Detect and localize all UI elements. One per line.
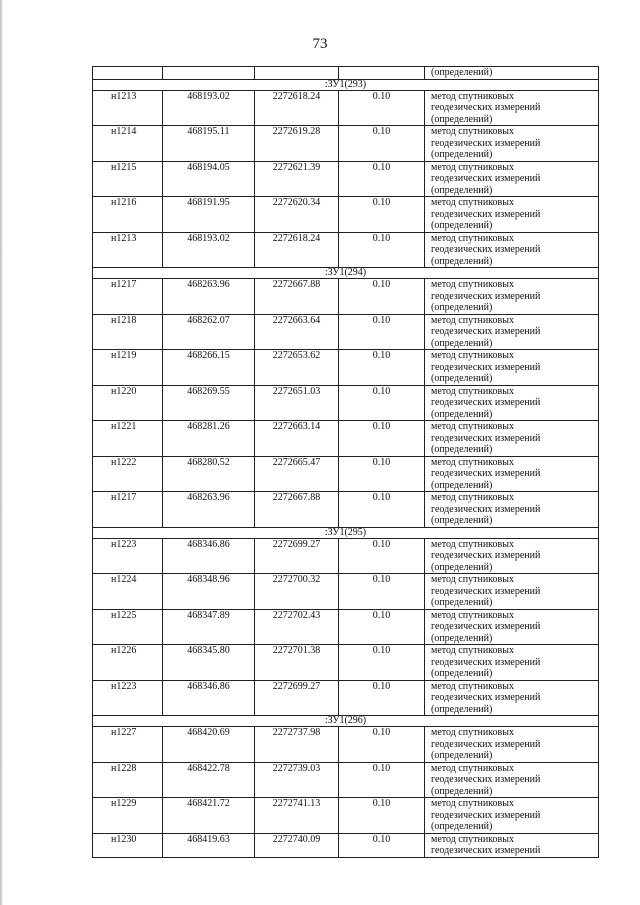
y-coordinate-cell: 2272621.39 bbox=[255, 161, 339, 197]
method-line: геодезических измерений bbox=[431, 621, 541, 632]
point-id-cell: н1215 bbox=[93, 161, 163, 197]
point-id-cell: н1230 bbox=[93, 833, 163, 857]
method-line: (определений) bbox=[431, 703, 493, 715]
method-line: геодезических измерений bbox=[431, 774, 541, 785]
x-coordinate-cell: 468269.55 bbox=[163, 385, 255, 421]
section-header-row bbox=[93, 268, 599, 279]
method-line: метод спутниковых bbox=[431, 798, 514, 809]
y-coordinate-cell: 2272740.09 bbox=[255, 833, 339, 857]
method-cell bbox=[425, 492, 599, 528]
section-title: :ЗУ1(293) bbox=[93, 79, 599, 90]
y-coordinate-cell: 2272651.03 bbox=[255, 385, 339, 421]
method-line: (определений) bbox=[431, 444, 493, 455]
y-coordinate-cell: 2272667.88 bbox=[255, 279, 339, 315]
point-id-cell: н1217 bbox=[93, 279, 163, 315]
method-cell bbox=[425, 798, 599, 834]
method-line: геодезических измерений bbox=[431, 845, 541, 856]
table-row bbox=[93, 680, 599, 716]
x-coordinate-cell: 468194.05 bbox=[163, 161, 255, 197]
table-row bbox=[93, 833, 599, 857]
point-id-cell: н1222 bbox=[93, 456, 163, 492]
table-row bbox=[93, 350, 599, 386]
table-row bbox=[93, 538, 599, 574]
x-coordinate-cell: 468263.96 bbox=[163, 279, 255, 315]
method-line: (определений) bbox=[431, 149, 493, 160]
method-line: геодезических измерений bbox=[431, 102, 541, 113]
y-coordinate-cell: 2272619.28 bbox=[255, 126, 339, 162]
method-cell bbox=[425, 645, 599, 681]
table-row bbox=[93, 161, 599, 197]
accuracy-cell bbox=[339, 67, 425, 80]
y-coordinate-cell: 2272665.47 bbox=[255, 456, 339, 492]
method-line: метод спутниковых bbox=[431, 126, 514, 137]
method-line: (определений) bbox=[431, 515, 493, 526]
table-row bbox=[93, 385, 599, 421]
table-row bbox=[93, 67, 599, 80]
method-cell bbox=[425, 314, 599, 350]
accuracy-cell: 0.10 bbox=[339, 197, 425, 233]
table-row bbox=[93, 232, 599, 268]
point-id-cell: н1220 bbox=[93, 385, 163, 421]
y-coordinate-cell: 2272741.13 bbox=[255, 798, 339, 834]
y-coordinate-cell: 2272699.27 bbox=[255, 680, 339, 716]
section-header-row bbox=[93, 716, 599, 727]
method-line: метод спутниковых bbox=[431, 161, 514, 173]
accuracy-cell: 0.10 bbox=[339, 538, 425, 574]
point-id-cell: н1225 bbox=[93, 609, 163, 645]
accuracy-cell: 0.10 bbox=[339, 385, 425, 421]
method-line: геодезических измерений bbox=[431, 656, 541, 668]
accuracy-cell: 0.10 bbox=[339, 798, 425, 834]
y-coordinate-cell: 2272699.27 bbox=[255, 538, 339, 574]
method-line: метод спутниковых bbox=[431, 232, 514, 244]
method-line: геодезических измерений bbox=[431, 397, 541, 408]
method-line: (определений) bbox=[431, 821, 493, 832]
accuracy-cell: 0.10 bbox=[339, 232, 425, 268]
method-cell bbox=[425, 126, 599, 162]
y-coordinate-cell: 2272667.88 bbox=[255, 492, 339, 528]
accuracy-cell: 0.10 bbox=[339, 456, 425, 492]
x-coordinate-cell: 468347.89 bbox=[163, 609, 255, 645]
accuracy-cell: 0.10 bbox=[339, 421, 425, 457]
table-row bbox=[93, 762, 599, 798]
method-line: метод спутниковых bbox=[431, 645, 514, 656]
method-line: (определений) bbox=[431, 750, 493, 761]
method-cell bbox=[425, 609, 599, 645]
table-row bbox=[93, 90, 599, 126]
method-cell bbox=[425, 90, 599, 126]
y-coordinate-cell: 2272618.24 bbox=[255, 90, 339, 126]
method-line: метод спутниковых bbox=[431, 609, 514, 621]
method-line: (определений) bbox=[431, 220, 493, 231]
x-coordinate-cell: 468348.96 bbox=[163, 574, 255, 610]
table-row bbox=[93, 798, 599, 834]
method-line: геодезических измерений bbox=[431, 550, 541, 561]
method-line: (определений) bbox=[431, 785, 493, 797]
y-coordinate-cell bbox=[255, 67, 339, 80]
x-coordinate-cell: 468193.02 bbox=[163, 232, 255, 268]
method-cell bbox=[425, 232, 599, 268]
x-coordinate-cell: 468262.07 bbox=[163, 314, 255, 350]
accuracy-cell: 0.10 bbox=[339, 314, 425, 350]
method-line: метод спутниковых bbox=[431, 680, 514, 692]
section-title: :ЗУ1(295) bbox=[93, 527, 599, 538]
method-line: геодезических измерений bbox=[431, 137, 541, 149]
method-line: геодезических измерений bbox=[431, 809, 541, 821]
table-row bbox=[93, 574, 599, 610]
point-id-cell: н1224 bbox=[93, 574, 163, 610]
y-coordinate-cell: 2272618.24 bbox=[255, 232, 339, 268]
method-line: метод спутниковых bbox=[431, 492, 514, 503]
point-id-cell: н1227 bbox=[93, 727, 163, 763]
method-cell bbox=[425, 161, 599, 197]
table-row bbox=[93, 727, 599, 763]
method-line: геодезических измерений bbox=[431, 432, 541, 444]
method-cell bbox=[425, 680, 599, 716]
method-line: (определений) bbox=[431, 302, 493, 313]
method-cell bbox=[425, 538, 599, 574]
accuracy-cell: 0.10 bbox=[339, 680, 425, 716]
method-cell: (определений) bbox=[425, 67, 599, 80]
point-id-cell: н1223 bbox=[93, 538, 163, 574]
method-cell bbox=[425, 197, 599, 233]
method-line: (определений) bbox=[431, 479, 493, 491]
method-cell bbox=[425, 350, 599, 386]
method-cell bbox=[425, 385, 599, 421]
method-line: метод спутниковых bbox=[431, 833, 514, 845]
accuracy-cell: 0.10 bbox=[339, 279, 425, 315]
point-id-cell: н1213 bbox=[93, 232, 163, 268]
accuracy-cell: 0.10 bbox=[339, 574, 425, 610]
x-coordinate-cell: 468345.80 bbox=[163, 645, 255, 681]
y-coordinate-cell: 2272663.64 bbox=[255, 314, 339, 350]
point-id-cell: н1216 bbox=[93, 197, 163, 233]
y-coordinate-cell: 2272739.03 bbox=[255, 762, 339, 798]
accuracy-cell: 0.10 bbox=[339, 126, 425, 162]
method-cell bbox=[425, 762, 599, 798]
accuracy-cell: 0.10 bbox=[339, 609, 425, 645]
method-cell bbox=[425, 456, 599, 492]
method-line: метод спутниковых bbox=[431, 421, 514, 432]
point-id-cell: н1226 bbox=[93, 645, 163, 681]
method-line: геодезических измерений bbox=[431, 244, 541, 255]
method-line: метод спутниковых bbox=[431, 762, 514, 774]
method-line: (определений) bbox=[431, 373, 493, 384]
method-line: геодезических измерений bbox=[431, 585, 541, 597]
point-id-cell: н1223 bbox=[93, 680, 163, 716]
method-line: (определений) bbox=[431, 632, 493, 644]
y-coordinate-cell: 2272701.38 bbox=[255, 645, 339, 681]
method-line: геодезических измерений bbox=[431, 503, 541, 515]
method-line: метод спутниковых bbox=[431, 574, 514, 585]
y-coordinate-cell: 2272663.14 bbox=[255, 421, 339, 457]
method-line: метод спутниковых bbox=[431, 538, 514, 550]
method-cell bbox=[425, 421, 599, 457]
method-line: метод спутниковых bbox=[431, 385, 514, 397]
method-line: (определений) bbox=[431, 255, 493, 267]
method-line: (определений) bbox=[431, 337, 493, 349]
point-id-cell: н1228 bbox=[93, 762, 163, 798]
x-coordinate-cell: 468346.86 bbox=[163, 680, 255, 716]
section-title: :ЗУ1(296) bbox=[93, 716, 599, 727]
section-header-row bbox=[93, 79, 599, 90]
y-coordinate-cell: 2272653.62 bbox=[255, 350, 339, 386]
table-row bbox=[93, 421, 599, 457]
point-id-cell: н1218 bbox=[93, 314, 163, 350]
method-line: геодезических измерений bbox=[431, 326, 541, 337]
point-id-cell: н1221 bbox=[93, 421, 163, 457]
x-coordinate-cell: 468280.52 bbox=[163, 456, 255, 492]
method-line: (определений) bbox=[431, 408, 493, 420]
x-coordinate-cell: 468421.72 bbox=[163, 798, 255, 834]
accuracy-cell: 0.10 bbox=[339, 762, 425, 798]
x-coordinate-cell: 468195.11 bbox=[163, 126, 255, 162]
accuracy-cell: 0.10 bbox=[339, 833, 425, 857]
x-coordinate-cell bbox=[163, 67, 255, 80]
coordinates-table-body bbox=[93, 67, 599, 858]
method-line: геодезических измерений bbox=[431, 468, 541, 479]
accuracy-cell: 0.10 bbox=[339, 645, 425, 681]
y-coordinate-cell: 2272737.98 bbox=[255, 727, 339, 763]
method-line: (определений) bbox=[431, 184, 493, 196]
x-coordinate-cell: 468346.86 bbox=[163, 538, 255, 574]
table-row bbox=[93, 197, 599, 233]
x-coordinate-cell: 468422.78 bbox=[163, 762, 255, 798]
method-line: геодезических измерений bbox=[431, 361, 541, 373]
table-row bbox=[93, 456, 599, 492]
table-row bbox=[93, 492, 599, 528]
method-line: (определений) bbox=[431, 113, 493, 125]
x-coordinate-cell: 468193.02 bbox=[163, 90, 255, 126]
accuracy-cell: 0.10 bbox=[339, 161, 425, 197]
x-coordinate-cell: 468281.26 bbox=[163, 421, 255, 457]
method-line: метод спутниковых bbox=[431, 279, 514, 290]
table-row bbox=[93, 609, 599, 645]
accuracy-cell: 0.10 bbox=[339, 350, 425, 386]
method-line: геодезических измерений bbox=[431, 692, 541, 703]
y-coordinate-cell: 2272620.34 bbox=[255, 197, 339, 233]
point-id-cell: н1213 bbox=[93, 90, 163, 126]
method-line: метод спутниковых bbox=[431, 727, 514, 738]
method-line: метод спутниковых bbox=[431, 197, 514, 208]
section-title: :ЗУ1(294) bbox=[93, 268, 599, 279]
accuracy-cell: 0.10 bbox=[339, 90, 425, 126]
y-coordinate-cell: 2272700.32 bbox=[255, 574, 339, 610]
x-coordinate-cell: 468419.63 bbox=[163, 833, 255, 857]
point-id-cell: н1217 bbox=[93, 492, 163, 528]
method-cell bbox=[425, 833, 599, 857]
x-coordinate-cell: 468420.69 bbox=[163, 727, 255, 763]
table-row bbox=[93, 314, 599, 350]
method-line: метод спутниковых bbox=[431, 314, 514, 326]
accuracy-cell: 0.10 bbox=[339, 727, 425, 763]
x-coordinate-cell: 468263.96 bbox=[163, 492, 255, 528]
coordinates-table bbox=[92, 66, 599, 858]
method-line: геодезических измерений bbox=[431, 173, 541, 184]
method-line: геодезических измерений bbox=[431, 290, 541, 302]
point-id-cell: н1214 bbox=[93, 126, 163, 162]
table-row bbox=[93, 645, 599, 681]
point-id-cell: н1229 bbox=[93, 798, 163, 834]
method-line: (определений) bbox=[431, 561, 493, 573]
method-cell bbox=[425, 574, 599, 610]
y-coordinate-cell: 2272702.43 bbox=[255, 609, 339, 645]
method-line: метод спутниковых bbox=[431, 456, 514, 468]
method-cell bbox=[425, 279, 599, 315]
method-line: (определений) bbox=[431, 597, 493, 608]
section-header-row bbox=[93, 527, 599, 538]
method-line: геодезических измерений bbox=[431, 208, 541, 220]
point-id-cell bbox=[93, 67, 163, 80]
method-line: метод спутниковых bbox=[431, 350, 514, 361]
method-line: геодезических измерений bbox=[431, 738, 541, 750]
method-line: (определений) bbox=[431, 668, 493, 679]
method-cell bbox=[425, 727, 599, 763]
page-number: 73 bbox=[312, 36, 328, 52]
table-row bbox=[93, 279, 599, 315]
table-row bbox=[93, 126, 599, 162]
x-coordinate-cell: 468266.15 bbox=[163, 350, 255, 386]
accuracy-cell: 0.10 bbox=[339, 492, 425, 528]
page-edge-shadow bbox=[0, 0, 3, 905]
method-line: метод спутниковых bbox=[431, 90, 514, 102]
point-id-cell: н1219 bbox=[93, 350, 163, 386]
x-coordinate-cell: 468191.95 bbox=[163, 197, 255, 233]
